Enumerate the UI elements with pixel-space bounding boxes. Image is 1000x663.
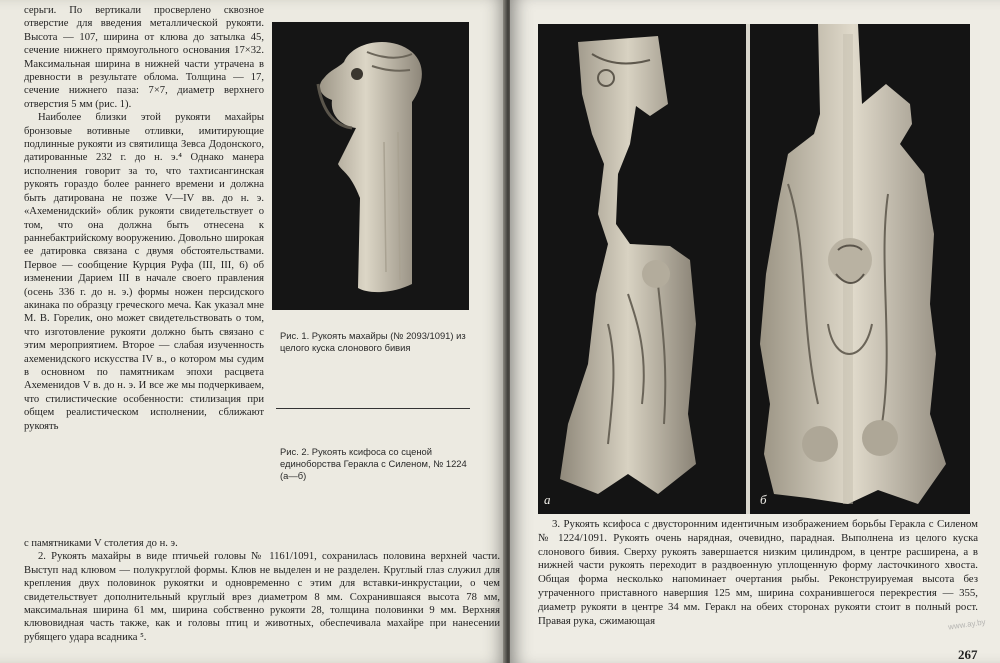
photo-label-a: а xyxy=(544,492,551,507)
figure-1-caption: Рис. 1. Рукоять махайры (№ 2093/1091) из целого куска слонового бивия xyxy=(280,330,466,353)
photo-label-b: б xyxy=(760,492,767,507)
right-text-column xyxy=(538,518,978,648)
caption-divider xyxy=(276,408,470,409)
xiphos-handle-images xyxy=(538,24,970,514)
paragraph-2: Наиболее близки этой рукояти махайры бронзовые вотивные отливки, имитирующие подлинные рукояти из святилища Зевса Додонского, датированные 232 г. до н. э.⁴ Однако манера исполнения говорит за то, что тахтисангинская рукоять гораздо более раннего времени и должна быть датирована не позже V—IV вв. до н. э. «Ахеменидский» облик рукояти свидетельствует о том, что она должна быть отнесена к раннебактрийскому вооружению. Довольно широкая ее датировка связана с двумя обстоятельствами. Первое — сообщение Курция Руфа (III, III, 6) об изменении Дарием III в начале своего правления (осень 336 г. до н. э.) формы ножен персидского акинака по образцу греческого меча. Как указал мне М. В. Горелик, оно может свидетельствовать о том, что изготовление рукояти должно быть связано с этим мероприятием. Второе — слабая изученность ахеменидского искусства IV в., о котором мы судим в основном по памятникам эпохи расцвета Ахеменидов V в. до н. э. И все же мы подчеркиваем, что стилистические особенности: стилизация при общем реалистическом исполнении, сближают рукоять xyxy=(24,112,264,432)
photo-divider xyxy=(746,24,750,514)
figure-1-photo xyxy=(272,22,469,310)
figure-2-caption: Рис. 2. Рукоять ксифоса со сценой единоборства Геракла с Силеном, № 1224 (а—б) xyxy=(280,446,467,481)
paragraph-right: 3. Рукоять ксифоса с двусторонним идентичным изображением борьбы Геракла с Силеном № 1224/1091. Рукоять очень нарядная, очевидно, парадная. Выполнена из целого куска слонового бивия. Сверху рукоять завершается низким цилиндром, в центре расширена, а в нижней части рукоять переходит в раздвоенную уплощенную форму ласточкиного хвоста. Общая форма несколько напоминает очертания рыбы. Реконструируемая высота без утраченного приставного навершия 125 мм, ширина сохранившегося перекрестия — 355, диаметр рукояти в центре 34 мм. Геракл на обеих сторонах рукояти стоит в полный рост. Правая рука, сжимающая xyxy=(538,518,978,627)
right-page xyxy=(510,0,1000,663)
paragraph-1: серьги. По вертикали просверлено сквозное отверстие для введения металлической рукояти. Высота — 107, ширина от клюва до затылка 45, сечение нижнего прямоугольного основания 17×32. Максимальная ширина в нижней части утрачена в древности в результате облома. Толщина — 17, сечение нижнего паза: 7×7, диаметр верхнего отверстия 5 мм (рис. 1). xyxy=(24,5,264,110)
figure-2-photo xyxy=(538,24,970,514)
watermark: www.ay.by xyxy=(947,617,987,632)
left-wide-text xyxy=(24,537,500,661)
bird-head-handle-image xyxy=(272,22,469,310)
page-number: 267 xyxy=(958,647,978,662)
paragraph-3: с памятниками V столетия до н. э. xyxy=(24,538,178,549)
left-text-column xyxy=(24,4,264,538)
paragraph-4: 2. Рукоять махайры в виде птичьей головы № 1161/1091, сохранилась половина верхней части. Выступ над клювом — полукруглой формы. Клюв не выделен и не разделен. Круглый глаз служил для крепления двух половинок рукоятки и одновременно с этим для вставки-инкрустации, о чем свидетельствует дополнительный круглый врез диаметром 8 мм. Сохранившаяся высота 78 мм, максимальная ширина 61 мм, ширина собственно рукояти 28, толщина половинки 9 мм. Верхняя клювовидная часть также, как и головы птиц и животных, обеспечивала махайре при нанесении рубящего удара всадника ⁵. xyxy=(24,551,500,643)
